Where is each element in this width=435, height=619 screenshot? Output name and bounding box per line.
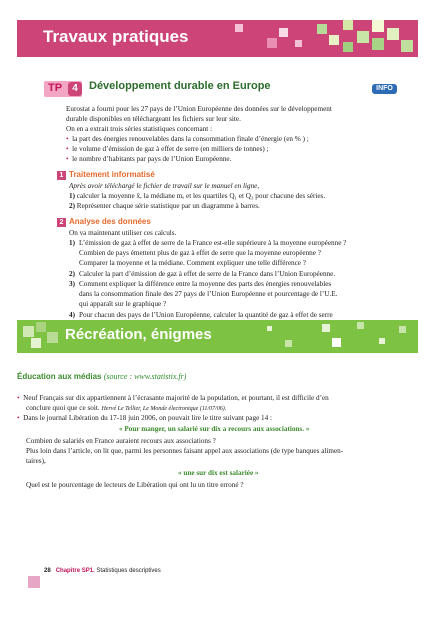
decor-square xyxy=(343,20,353,30)
paragraph-line: Quel est le pourcentage de lecteurs de Libération qui ont lu un titre erroné ? xyxy=(26,481,244,489)
paragraph-line: Combien de salariés en France auraient recours aux associations ? xyxy=(26,437,216,445)
section-lead: On va maintenant utiliser ces calculs. xyxy=(69,229,177,237)
question-line: dans la consommation finale des 27 pays de l’Union Européenne et pourcentage de l’U.E. xyxy=(79,290,338,298)
bullet-icon: • xyxy=(66,135,69,143)
decor-square xyxy=(36,322,46,332)
decor-square xyxy=(322,324,330,332)
bullet-text: le volume d’émission de gaz à effet de serre (en milliers de tonnes) ; xyxy=(72,145,269,153)
question-line: Pour chacun des pays de l’Union Européenne, calculer la quantité de gaz à effet de serre xyxy=(79,311,333,319)
chapter-title: Statistiques descriptives xyxy=(96,568,161,574)
question-line: Calculer la part d’émission de gaz à effet de serre de la France dans l’Union Européenne. xyxy=(79,270,336,278)
question-line: Comparer la moyenne et la médiane. Comment expliquer une telle différence ? xyxy=(79,259,306,267)
decor-square xyxy=(401,40,413,52)
decor-square xyxy=(235,24,243,32)
bullet-item xyxy=(66,154,231,164)
quote-excerpt: « une sur dix est salariée » xyxy=(178,469,259,477)
question-text: Représenter chaque série statistique par un diagramme à barres. xyxy=(76,202,260,210)
bullet-text: la part des énergies renouvelables dans la consommation finale d’énergie (en % ) ; xyxy=(72,135,309,143)
page-title: Travaux pratiques xyxy=(43,27,189,46)
quote-credit: Hervé Le Tellier, Le Monde électronique (11/07/06). xyxy=(101,406,227,412)
media-source: (source : www.statistix.fr) xyxy=(103,372,187,381)
decor-square xyxy=(357,31,369,43)
header-banner xyxy=(17,20,418,57)
question-item xyxy=(69,201,260,211)
bullet-icon: • xyxy=(17,394,20,402)
question-line: L’émission de gaz à effet de serre de la France est-elle supérieure à la moyenne européenne ? xyxy=(79,239,347,247)
tp-label: TP xyxy=(48,82,63,94)
question-text: calculer la moyenne x̄, la médiane mₑ et les quartiles Q₁ et Q₃ pour chacune des séries. xyxy=(76,192,326,200)
section-number: 1 xyxy=(57,171,66,180)
intro-line: Eurostat a fourni pour les 27 pays de l’Union Européenne des données sur le développement xyxy=(66,105,332,113)
paragraph-text: Dans le journal Libération du 17-18 juin 2006, on pouvait lire le titre suivant page 14 : xyxy=(23,414,273,422)
decor-square xyxy=(31,338,41,348)
decor-square xyxy=(47,332,58,343)
paragraph-line xyxy=(17,393,329,403)
decor-square xyxy=(387,28,399,40)
bullet-icon: • xyxy=(66,145,69,153)
page-number: 28 xyxy=(44,568,51,574)
paragraph-line: taires), xyxy=(26,457,46,465)
question-line: qui apparaît sur le graphique ? xyxy=(79,300,167,308)
intro-line: durable disponibles en téléchargeant les fichiers sur leur site. xyxy=(66,115,241,123)
decor-square xyxy=(379,338,385,344)
decor-square xyxy=(285,340,292,347)
bullet-icon: • xyxy=(17,414,20,422)
section-title: Traitement informatisé xyxy=(69,170,155,179)
decor-square xyxy=(295,40,302,47)
decor-square xyxy=(279,28,288,37)
chapter-label: Chapitre SP1. xyxy=(55,568,95,574)
question-item xyxy=(69,191,325,201)
question-line: Comment expliquer la différence entre la moyenne des parts des énergies renouvelables xyxy=(79,280,332,288)
section-lead: Après avoir téléchargé le fichier de travail sur le manuel en ligne, xyxy=(69,182,260,190)
decor-square xyxy=(329,35,339,45)
paragraph-line: Plus loin dans l’article, on lit que, parmi les personnes faisant appel aux associations (de type banques alimen- xyxy=(26,447,344,455)
section-title: Analyse des données xyxy=(69,217,151,226)
question-number: 2) xyxy=(69,202,75,210)
recreation-banner xyxy=(17,320,418,353)
decor-square xyxy=(267,326,272,331)
intro-line: On en a extrait trois séries statistiques concernant : xyxy=(66,125,213,133)
paragraph-line xyxy=(17,413,272,423)
question-number: 1) xyxy=(69,192,75,200)
media-heading xyxy=(17,372,186,381)
quote-headline: « Pour manger, un salarié sur dix a recours aux associations. » xyxy=(119,425,310,433)
decor-square xyxy=(372,38,384,50)
question-number: 3) xyxy=(69,280,75,288)
decor-square xyxy=(267,38,277,48)
paragraph-text: conclure quoi que ce soit. xyxy=(26,404,100,412)
decor-square xyxy=(317,24,327,34)
question-line: Combien de pays émettent plus de gaz à effet de serre que la moyenne européenne ? xyxy=(79,249,321,257)
decor-square xyxy=(23,326,34,337)
question-number: 4) xyxy=(69,311,75,319)
tp-badge xyxy=(44,81,82,97)
page-footer xyxy=(44,568,161,574)
recreation-title: Récréation, énigmes xyxy=(65,326,212,343)
decor-square xyxy=(372,20,384,32)
bullet-item xyxy=(66,144,269,154)
tp-number: 4 xyxy=(68,82,82,96)
bullet-text: le nombre d’habitants par pays de l’Union Européenne. xyxy=(72,155,232,163)
decor-square xyxy=(332,338,341,347)
tp-title: Développement durable en Europe xyxy=(89,80,271,92)
decor-square xyxy=(343,42,353,52)
decor-square xyxy=(399,326,406,333)
question-number: 1) xyxy=(69,239,75,247)
bullet-icon: • xyxy=(66,155,69,163)
decor-square xyxy=(357,322,364,329)
question-number: 2) xyxy=(69,270,75,278)
section-number: 2 xyxy=(57,218,66,227)
bullet-item xyxy=(66,134,309,144)
media-title: Éducation aux médias xyxy=(17,372,102,381)
paragraph-text: Neuf Français sur dix appartiennent à l’écrasante majorité de la population, et pourtant, il est difficile d’en xyxy=(23,394,329,402)
footer-decor-square xyxy=(28,576,40,588)
info-badge: INFO xyxy=(372,84,397,94)
